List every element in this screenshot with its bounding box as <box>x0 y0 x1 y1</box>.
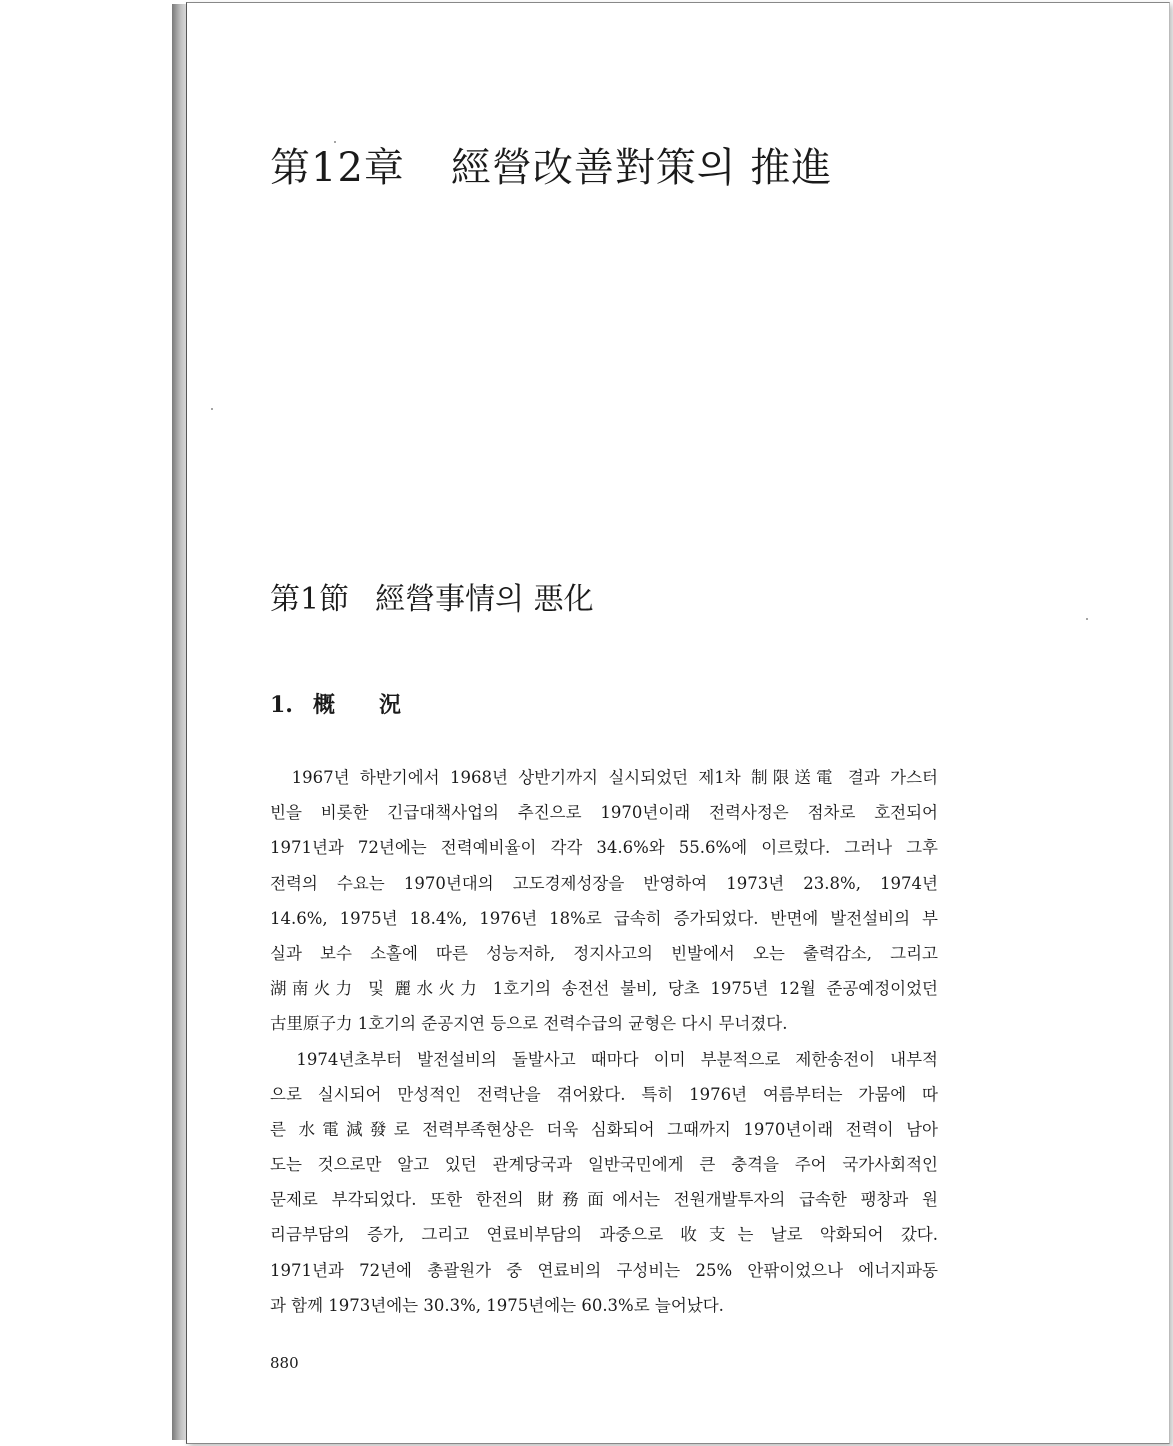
text-line: 문제로 부각되었다. 또한 한전의 財務面에서는 전원개발투자의 급속한 팽창과 원 <box>270 1190 938 1210</box>
chapter-name: 經營改善對策의 推進 <box>450 145 833 191</box>
page-number: 880 <box>270 1354 299 1372</box>
text-line: 1974년초부터 발전설비의 돌발사고 때마다 이미 부분적으로 제한송전이 내부적 <box>270 1049 938 1069</box>
section-title <box>270 574 594 618</box>
text-line: 과 함께 1973년에는 30.3%, 1975년에는 60.3%로 늘어났다. <box>270 1295 724 1315</box>
text-line: 1971년과 72년에는 전력예비율이 각각 34.6%와 55.6%에 이르렀다. 그러나 그후 <box>270 838 938 858</box>
text-line: 湖南火力 및 麗水火力 1호기의 송전선 불비, 당초 1975년 12월 준공예정이었던 <box>270 979 938 999</box>
subsection-title <box>270 688 401 719</box>
text-line: 리금부담의 증가, 그리고 연료비부담의 과중으로 收支는 날로 악화되어 갔다. <box>270 1225 938 1245</box>
scan-speck <box>334 141 336 143</box>
chapter-title <box>270 136 832 193</box>
text-line: 1971년과 72년에 총괄원가 중 연료비의 구성비는 25% 안팎이었으나 에너지파동 <box>270 1260 938 1280</box>
scan-speck <box>1086 618 1088 620</box>
text-line: 도는 것으로만 알고 있던 관계당국과 일반국민에게 큰 충격을 주어 국가사회적인 <box>270 1155 938 1175</box>
scan-speck <box>211 408 213 410</box>
page-edge-shadow <box>172 4 186 1440</box>
subsection-name-part-1: 概 <box>312 692 335 718</box>
text-line: 른 水電減發로 전력부족현상은 더욱 심화되어 그때까지 1970년이래 전력이 남아 <box>270 1119 938 1139</box>
body-paragraphs <box>270 760 938 1323</box>
text-line: 古里原子力 1호기의 준공지연 등으로 전력수급의 균형은 다시 무너졌다. <box>270 1014 788 1034</box>
text-line: 1967년 하반기에서 1968년 상반기까지 실시되었던 제1차 制限送電 결과 가스터 <box>270 768 938 787</box>
text-line: 빈을 비롯한 긴급대책사업의 추진으로 1970년이래 전력사정은 점차로 호전되어 <box>270 803 938 823</box>
subsection-number: 1. <box>270 692 293 718</box>
section-name: 經營事情의 悪化 <box>375 582 594 617</box>
chapter-number: 第12章 <box>270 145 405 191</box>
text-line: 으로 실시되어 만성적인 전력난을 겪어왔다. 특히 1976년 여름부터는 가뭄에 따 <box>270 1084 938 1104</box>
subsection-name-part-2: 況 <box>378 692 401 718</box>
text-line: 전력의 수요는 1970년대의 고도경제성장을 반영하여 1973년 23.8%, 1974년 <box>270 873 938 893</box>
section-number: 第1節 <box>270 582 350 617</box>
text-line: 14.6%, 1975년 18.4%, 1976년 18%로 급속히 증가되었다. 반면에 발전설비의 부 <box>270 908 938 928</box>
text-line: 실과 보수 소홀에 따른 성능저하, 정지사고의 빈발에서 오는 출력감소, 그리고 <box>270 943 938 963</box>
